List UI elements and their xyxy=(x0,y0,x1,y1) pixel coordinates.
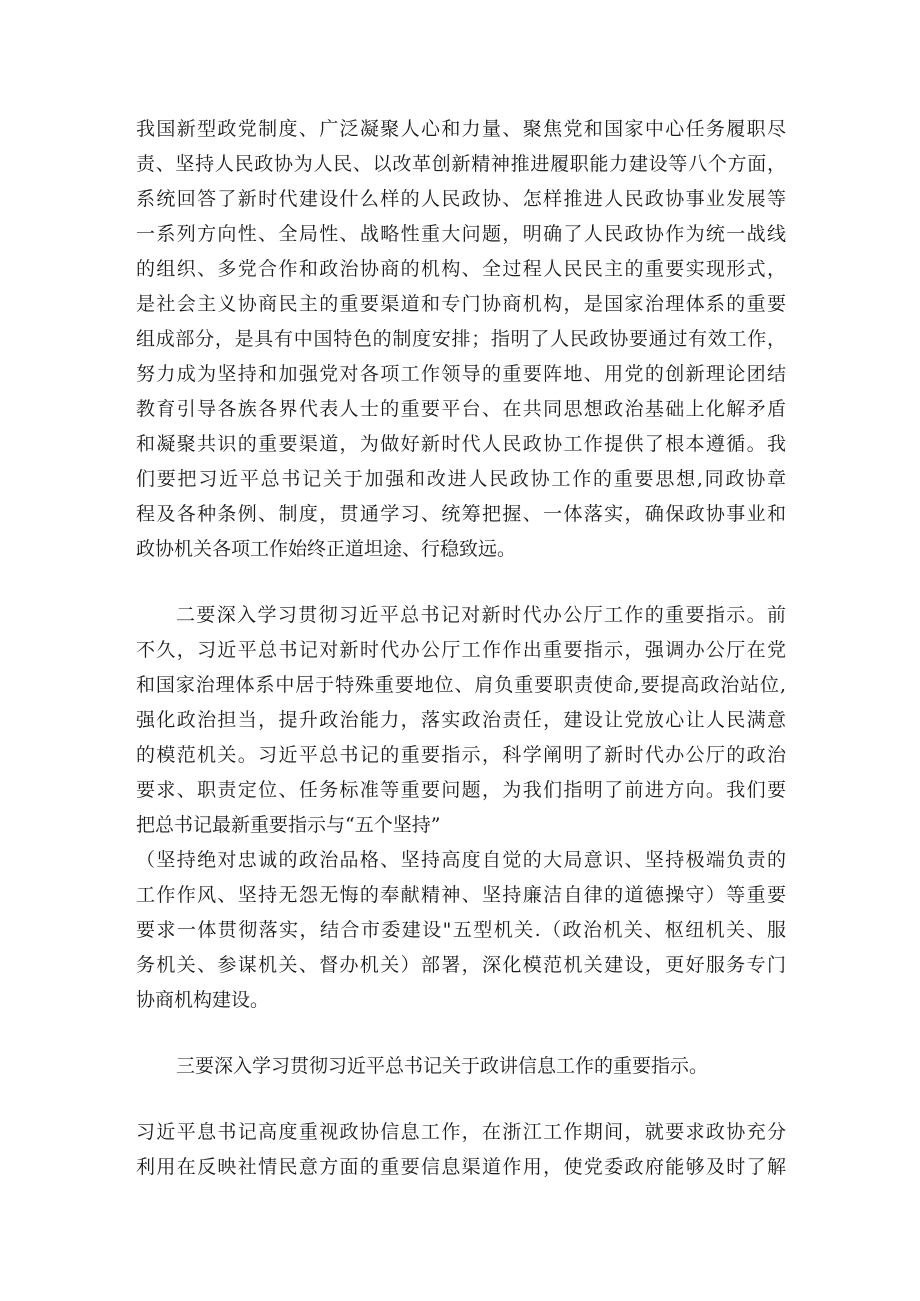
section-heading: 三要深入学习贯彻习近平总书记关于政讲信息工作的重要指示。 xyxy=(176,1055,709,1077)
text-line: 要求、职责定位、任务标准等重要问题，为我们指明了前进方向。我们要 xyxy=(136,779,786,801)
text-line: （坚持绝对忠诚的政治品格、坚持高度自觉的大局意识、坚持极端负责的 xyxy=(136,849,786,871)
text-line: 务机关、参谋机关、督办机关）部署，深化模范机关建设，更好服务专门 xyxy=(136,954,786,976)
text-line: 教育引导各族各界代表人士的重要平台、在共同思想政治基础上化解矛盾 xyxy=(136,398,786,420)
text-line: 政协机关各项工作始终正道坦途、行稳致远。 xyxy=(136,538,517,560)
text-line: 组成部分，是具有中国特色的制度安排；指明了人民政协要通过有效工作， xyxy=(136,328,786,350)
text-line: 是社会主义协商民主的重要渠道和专门协商机构，是国家治理体系的重要 xyxy=(136,293,786,315)
text-line: 们要把习近平总书记关于加强和改进人民政协工作的重要思想,同政协章 xyxy=(136,468,786,490)
text-line: 我国新型政党制度、广泛凝聚人心和力量、聚焦党和国家中心任务履职尽 xyxy=(136,118,786,140)
text-line: 利用在反映社情民意方面的重要信息渠道作用，使党委政府能够及时了解 xyxy=(136,1156,786,1178)
text-line: 协商机构建设。 xyxy=(136,989,270,1011)
text-line: 一系列方向性、全局性、战略性重大问题，明确了人民政协作为统一战线 xyxy=(136,223,786,245)
text-line: 不久，习近平总书记对新时代办公厅工作作出重要指示，强调办公厅在党 xyxy=(136,639,786,661)
text-line: 强化政治担当，提升政治能力，落实政治责任，建设让党放心让人民满意 xyxy=(136,709,786,731)
text-line: 和凝聚共识的重要渠道，为做好新时代人民政协工作提供了根本遵循。我 xyxy=(136,433,786,455)
text-line: 把总书记最新重要指示与“五个坚持” xyxy=(136,814,441,836)
text-line: 努力成为坚持和加强党对各项工作领导的重要阵地、用党的创新理论团结 xyxy=(136,363,786,385)
text-line: 二要深入学习贯彻习近平总书记对新时代办公厅工作的重要指示。前 xyxy=(176,604,786,626)
text-line: 程及各种条例、制度，贯通学习、统筹把握、一体落实，确保政协事业和 xyxy=(136,503,786,525)
text-line: 习近平息书记高度重视政协信息工作，在浙江工作期间，就要求政协充分 xyxy=(136,1121,786,1143)
text-line: 工作作风、坚持无怨无悔的奉献精神、坚持廉洁自律的道德操守）等重要 xyxy=(136,884,786,906)
text-line: 要求一体贯彻落实，结合市委建设"五型机关.（政治机关、枢纽机关、服 xyxy=(136,919,786,941)
text-line: 系统回答了新时代建设什么样的人民政协、怎样推进人民政协事业发展等 xyxy=(136,188,786,210)
text-line: 的模范机关。习近平总书记的重要指示，科学阐明了新时代办公厅的政治 xyxy=(136,744,786,766)
text-line: 的组织、多党合作和政治协商的机构、全过程人民民主的重要实现形式， xyxy=(136,258,786,280)
text-line: 和国家治理体系中居于特殊重要地位、肩负重要职责使命,要提高政治站位, xyxy=(136,674,786,696)
text-line: 责、坚持人民政协为人民、以改革创新精神推进履职能力建设等八个方面， xyxy=(136,153,786,175)
